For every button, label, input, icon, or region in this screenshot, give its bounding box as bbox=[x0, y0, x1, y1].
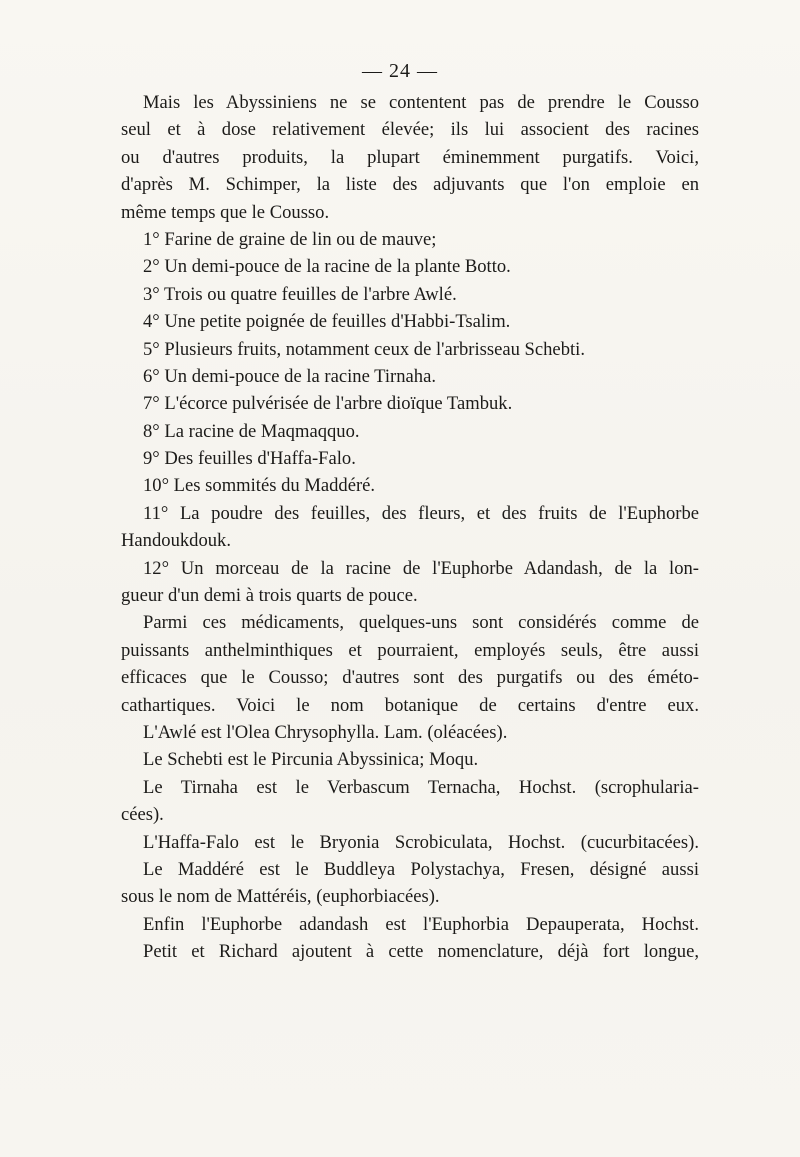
text-line: sous le nom de Mattéréis, (euphorbiacées). bbox=[121, 886, 440, 908]
text-line: Petit et Richard ajoutent à cette nomenclature, déjà fort longue, bbox=[143, 941, 699, 963]
text-line: 2° Un demi-pouce de la racine de la plante Botto. bbox=[143, 256, 511, 278]
text-line: gueur d'un demi à trois quarts de pouce. bbox=[121, 585, 418, 607]
text-line: Mais les Abyssiniens ne se contentent pas de prendre le Cousso bbox=[143, 92, 699, 113]
text-line: 1° Farine de graine de lin ou de mauve; bbox=[143, 228, 437, 250]
text-line: L'Haffa-Falo est le Bryonia Scrobiculata, Hochst. (cucurbitacées). bbox=[143, 831, 699, 853]
text-line: cathartiques. Voici le nom botanique de certains d'entre eux. bbox=[121, 694, 699, 716]
text-line: 11° La poudre des feuilles, des fleurs, et des fruits de l'Euphorbe bbox=[143, 502, 699, 524]
text-line: Enfin l'Euphorbe adandash est l'Euphorbia Depauperata, Hochst. bbox=[143, 913, 699, 935]
text-line: 6° Un demi-pouce de la racine Tirnaha. bbox=[143, 365, 436, 387]
text-line: seul et à dose relativement élevée; ils lui associent des racines bbox=[121, 119, 699, 141]
text-line: 3° Trois ou quatre feuilles de l'arbre Awlé. bbox=[143, 283, 457, 305]
text-line: cées). bbox=[121, 804, 164, 826]
text-line: 12° Un morceau de la racine de l'Euphorbe Adandash, de la lon- bbox=[143, 557, 699, 579]
page-number: — 24 — bbox=[362, 60, 438, 82]
text-line: 7° L'écorce pulvérisée de l'arbre dioïque Tambuk. bbox=[143, 393, 513, 415]
text-line: 10° Les sommités du Maddéré. bbox=[143, 475, 376, 497]
body-text bbox=[121, 89, 699, 966]
text-line: Le Schebti est le Pircunia Abyssinica; Moqu. bbox=[143, 749, 479, 771]
text-line: 9° Des feuilles d'Haffa-Falo. bbox=[143, 448, 356, 470]
text-line: 5° Plusieurs fruits, notamment ceux de l'arbrisseau Schebti. bbox=[143, 338, 585, 360]
text-line: Le Tirnaha est le Verbascum Ternacha, Hochst. (scrophularia- bbox=[143, 776, 699, 798]
text-line: 8° La racine de Maqmaqquo. bbox=[143, 420, 360, 442]
text-line: Parmi ces médicaments, quelques-uns sont considérés comme de bbox=[143, 612, 699, 634]
text-line: Le Maddéré est le Buddleya Polystachya, Fresen, désigné aussi bbox=[143, 858, 699, 880]
text-line: efficaces que le Cousso; d'autres sont des purgatifs ou des éméto- bbox=[121, 667, 699, 689]
text-line: d'après M. Schimper, la liste des adjuvants que l'on emploie en bbox=[121, 174, 699, 196]
text-line: Handoukdouk. bbox=[121, 530, 232, 552]
text-line: 4° Une petite poignée de feuilles d'Habbi-Tsalim. bbox=[143, 311, 511, 333]
text-line: même temps que le Cousso. bbox=[121, 201, 330, 223]
text-line: L'Awlé est l'Olea Chrysophylla. Lam. (oléacées). bbox=[143, 721, 508, 743]
text-line: puissants anthelminthiques et pourraient, employés seuls, être aussi bbox=[121, 639, 699, 661]
text-line: ou d'autres produits, la plupart éminemment purgatifs. Voici, bbox=[121, 146, 699, 168]
